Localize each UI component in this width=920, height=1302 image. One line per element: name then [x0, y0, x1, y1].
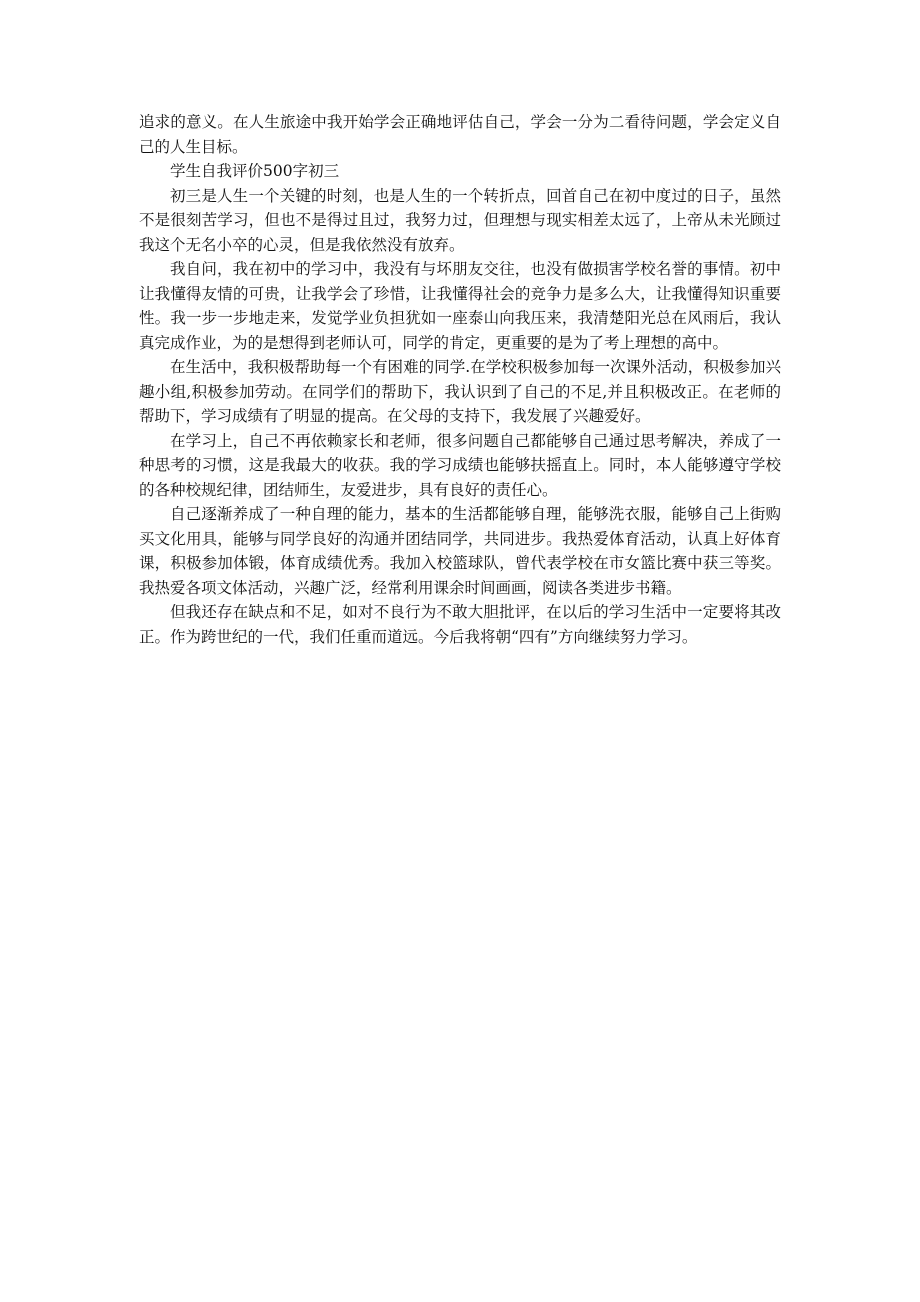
- section-heading: 学生自我评价500字初三: [170, 162, 340, 180]
- paragraph: 但我还存在缺点和不足，如对不良行为不敢大胆批评，在以后的学习生活中一定要将其改正。作为跨世纪的一代，我们任重而道远。今后我将朝“四有”方向继续努力学习。: [139, 603, 781, 646]
- paragraph: 在学习上，自己不再依赖家长和老师，很多问题自己都能够自己通过思考解决，养成了一种思考的习惯，这是我最大的收获。我的学习成绩也能够扶摇直上。同时，本人能够遵守学校的各种校规纪律，团结师生，友爱进步，具有良好的责任心。: [139, 431, 781, 499]
- paragraph: 我自问，我在初中的学习中，我没有与坏朋友交往，也没有做损害学校名誉的事情。初中让我懂得友情的可贵，让我学会了珍惜，让我懂得社会的竞争力是多么大，让我懂得知识重要性。我一步一步地走来，发觉学业负担犹如一座泰山向我压来，我清楚阳光总在风雨后，我认真完成作业，为的是想得到老师认可，同学的肯定，更重要的是为了考上理想的高中。: [139, 260, 781, 352]
- paragraph: 自己逐渐养成了一种自理的能力，基本的生活都能够自理，能够洗衣服，能够自己上街购买文化用具，能够与同学良好的沟通并团结同学，共同进步。我热爱体育活动，认真上好体育课，积极参加体锻，体育成绩优秀。我加入校篮球队，曾代表学校在市女篮比赛中获三等奖。我热爱各项文体活动，兴趣广泛，经常利用课余时间画画，阅读各类进步书籍。: [139, 505, 781, 597]
- paragraph: 在生活中，我积极帮助每一个有困难的同学.在学校积极参加每一次课外活动，积极参加兴趣小组,积极参加劳动。在同学们的帮助下，我认识到了自己的不足,并且积极改正。在老师的帮助下，学习成绩有了明显的提高。在父母的支持下，我发展了兴趣爱好。: [139, 358, 781, 425]
- paragraph-continuation: 追求的意义。在人生旅途中我开始学会正确地评估自己，学会一分为二看待问题，学会定义自己的人生目标。: [139, 113, 781, 156]
- document-body: [139, 110, 781, 649]
- paragraph: 初三是人生一个关键的时刻，也是人生的一个转折点，回首自己在初中度过的日子，虽然不是很刻苦学习，但也不是得过且过，我努力过，但理想与现实相差太远了，上帝从未光顾过我这个无名小卒的心灵，但是我依然没有放弃。: [139, 186, 781, 254]
